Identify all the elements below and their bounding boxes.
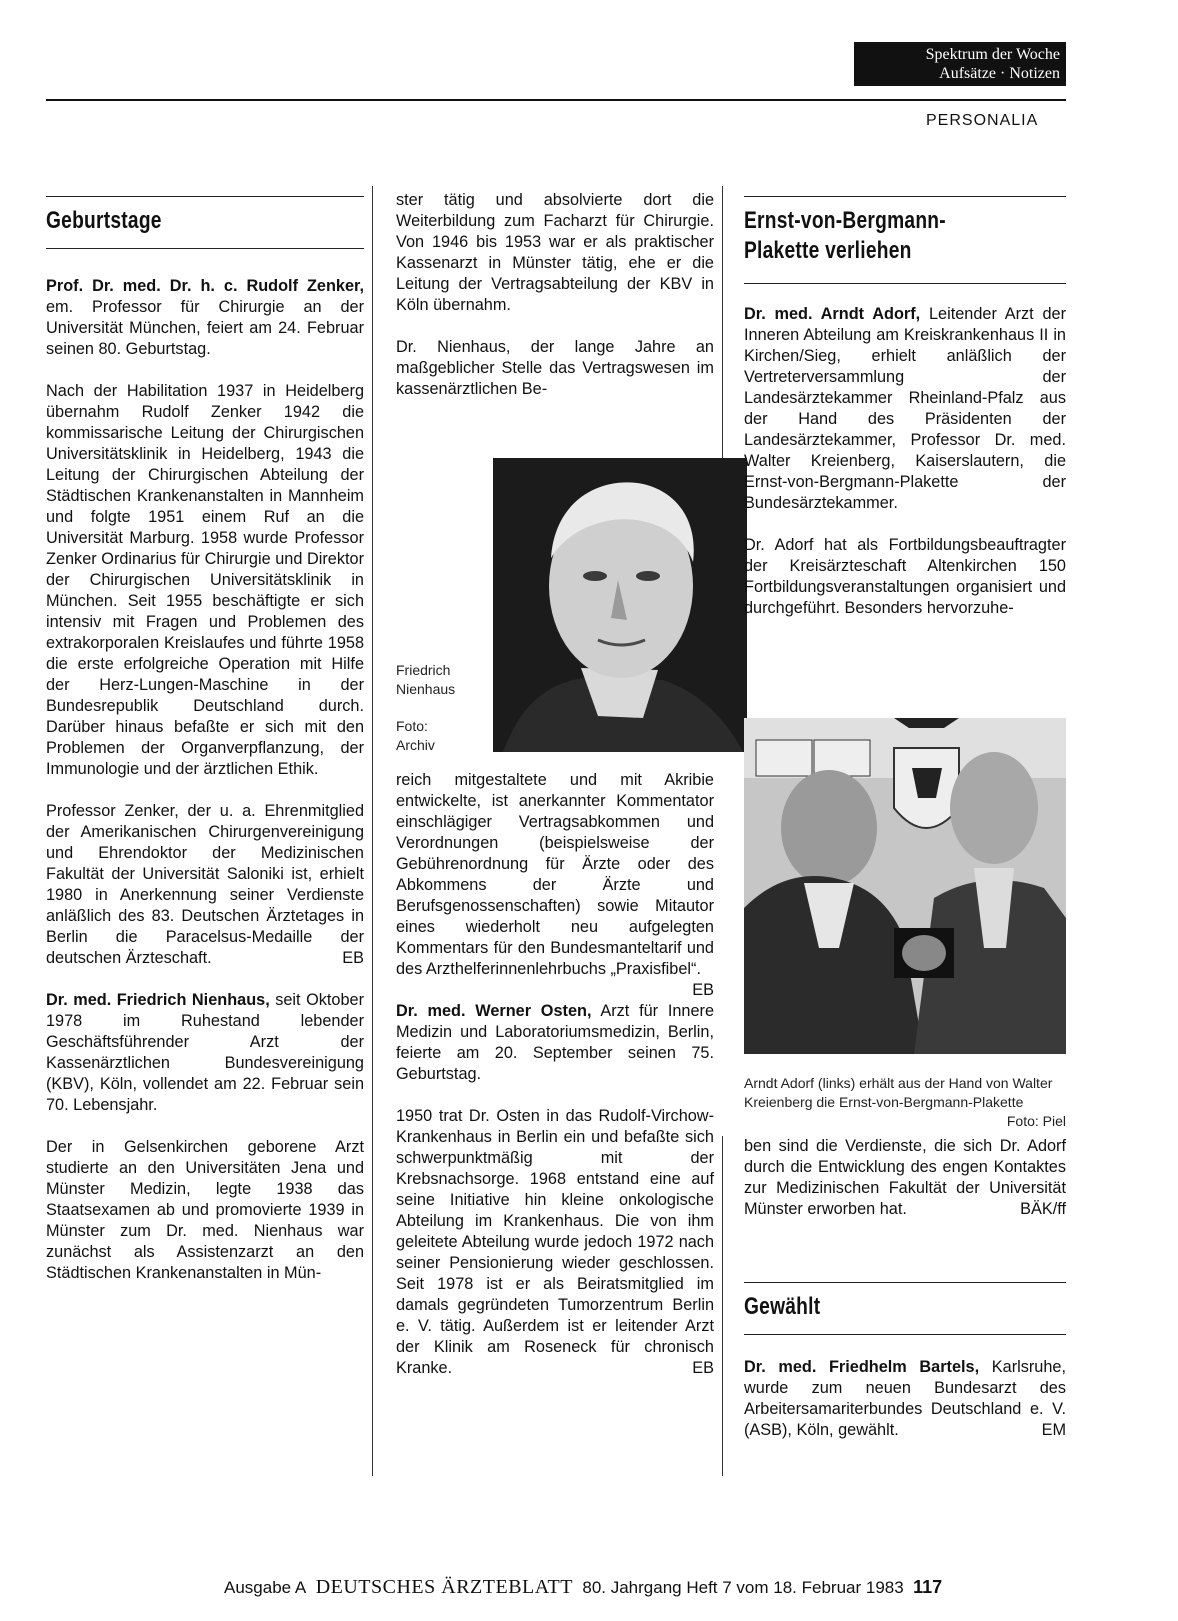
portrait-photo-nienhaus (493, 458, 747, 752)
paragraph: Nach der Habilitation 1937 in Heidelberg übernahm Rudolf Zenker 1942 die kommissarische Leitung der Chirurgischen Universitätsklinik in Heidelberg, 1943 die Leitung der Chirurgischen Abteilung der Städtischen Krankenanstalten in Mannheim und folgte 1951 einem Ruf an die Universität Marburg. 1958 wurde Professor Zenker Ordinarius für Chirurgie und Direktor der Chirurgischen Universitätsklinik in München. Seit 1955 beschäftigte er sich intensiv mit Fragen und Problemen des extrakorporalen Kreislaufes und führte 1958 die erste erfolgreiche Operation mit Hilfe der Herz-Lungen-Maschine in der Bundesrepublik Deutschland durch. Darüber hinaus befaßte er sich mit den Problemen der Organverpflanzung, der Immunologie und der ärztlichen Ethik. (46, 382, 364, 778)
section-tag (854, 42, 1066, 86)
photo-caption-nienhaus: Friedrich Nienhaus (396, 662, 456, 697)
portrait-image (493, 458, 747, 752)
author-signature: EB (692, 1359, 714, 1377)
paragraph: Dr. Adorf hat als Fortbildungsbeauftragter der Kreisärzteschaft Altenkirchen 150 Fortbildungsveranstaltungen organisiert und durchgeführt. Besonders hervorzuhe- (744, 536, 1066, 617)
heading-rule-bottom (744, 1334, 1066, 1335)
column-2-top-text (396, 190, 714, 421)
paragraph: reich mitgestaltete und mit Akribie entwickelte, ist anerkannter Kommentator einschlägiger Vertragsabkommen und Verordnungen (beispielsweise der Gebührenordnung für Ärzte oder des Abkommens der Ärzte und Berufsgenossenschaften) sowie Mitautor eines wiederholt neu aufgelegten Kommentars für den Bundesmanteltarif und des Arzthelferinnenlehrbuchs „Praxisfibel“. EB (396, 771, 714, 999)
section-tag-line1: Spektrum der Woche (925, 46, 1060, 63)
author-signature: EB (342, 949, 364, 967)
heading-rule-top (744, 196, 1066, 197)
page-number: 117 (913, 1577, 943, 1597)
heading-rule-top (744, 1282, 1066, 1283)
paragraph: 1950 trat Dr. Osten in das Rudolf-Virchow-Krankenhaus in Berlin ein und befaßte sich schwerpunktmäßig mit der Krebsnachsorge. 1968 entstand eine auf seine Initiative hin kleine onkologische Abteilung im Krankenhaus. Die von ihm geleitete Abteilung wurde jedoch 1972 nach seiner Pensionierung wieder geschlossen. Seit 1978 ist er als Beiratsmitglied im damals gegründeten Tumorzentrum Berlin e. V. tätig. Außerdem ist er leitender Arzt der Klinik am Roseneck für chronisch Kranke. EB (396, 1107, 714, 1377)
photo-caption-award (744, 1074, 1066, 1131)
author-signature: EM (1041, 1421, 1066, 1439)
column-divider-1 (372, 186, 373, 1476)
author-signature: EB (692, 981, 714, 999)
heading-rule-bottom (744, 283, 1066, 284)
author-signature: BÄK/ff (1020, 1200, 1066, 1218)
heading-rule-bottom (46, 248, 364, 249)
heading-plakette: Ernst-von-Bergmann-Plakette verliehen (744, 207, 946, 264)
footer-issue: 80. Jahrgang Heft 7 vom 18. Februar 1983 (582, 1578, 904, 1597)
heading-geburtstage: Geburtstage (46, 207, 162, 234)
heading-rule-top (46, 196, 364, 197)
paragraph: ster tätig und absolvierte dort die Weiterbildung zum Facharzt für Chirurgie. Von 1946 bis 1953 war er als praktischer Kassenarzt in Münster tätig, ehe er die Leitung der Vertragsabteilung der KBV in Köln übernahm. (396, 191, 714, 314)
column-3-bottom-text (744, 1357, 1066, 1462)
award-photo (744, 718, 1066, 1054)
column-1-text (46, 276, 364, 1305)
paragraph: Prof. Dr. med. Dr. h. c. Rudolf Zenker, em. Professor für Chirurgie an der Universität München, feiert am 24. Februar seinen 80. Geburtstag. (46, 277, 364, 358)
paragraph: Dr. med. Arndt Adorf, Leitender Arzt der Inneren Abteilung am Kreiskrankenhaus II in Kirchen/Sieg, erhielt anläßlich der Vertreterversammlung der Landesärztekammer Rheinland-Pfalz aus der Hand des Präsidenten der Landesärztekammer, Professor Dr. med. Walter Kreienberg, Kaiserslautern, die Ernst-von-Bergmann-Plakette der Bundesärztekammer. (744, 305, 1066, 512)
heading-gewaehlt: Gewählt (744, 1293, 821, 1320)
page-footer (224, 1576, 942, 1599)
section-label: PERSONALIA (926, 112, 1039, 129)
paragraph: Der in Gelsenkirchen geborene Arzt studierte an den Universitäten Jena und Münster Medizin, legte 1938 das Staatsexamen ab und promovierte 1939 in Münster zum Dr. med. Nienhaus war zunächst als Assistenzarzt an den Städtischen Krankenanstalten in Mün- (46, 1138, 364, 1282)
paragraph: Dr. Nienhaus, der lange Jahre an maßgeblicher Stelle das Vertragswesen im kassenärztlichen Be- (396, 338, 714, 398)
paragraph: Dr. med. Friedhelm Bartels, Karlsruhe, wurde zum neuen Bundesarzt des Arbeitersamariterbundes Deutschland e. V. (ASB), Köln, gewählt. EM (744, 1358, 1066, 1439)
photo-credit-piel: Foto: Piel (1006, 1113, 1066, 1129)
photo-credit-archiv: Foto: Archiv (396, 718, 435, 753)
paragraph: Professor Zenker, der u. a. Ehrenmitglied der Amerikanischen Chirurgenvereinigung und Ehrendoktor der Medizinischen Fakultät der Universität Saloniki ist, erhielt 1980 in Anerkennung seiner Verdienste anläßlich des 83. Deutschen Ärztetages in Berlin die Paracelsus-Medaille der deutschen Ärzteschaft. EB (46, 802, 364, 967)
footer-edition: Ausgabe A (224, 1578, 307, 1597)
footer-masthead: DEUTSCHES ÄRZTEBLATT (315, 1576, 573, 1598)
paragraph: Dr. med. Friedrich Nienhaus, seit Oktober 1978 im Ruhestand lebender Geschäftsführender Arzt der Kassenärztlichen Bundesvereinigung (KBV), Köln, vollendet am 22. Februar sein 70. Lebensjahr. (46, 991, 364, 1114)
column-3-mid-text (744, 1136, 1066, 1241)
caption-text: Arndt Adorf (links) erhält aus der Hand von Walter Kreienberg die Ernst-von-Bergmann-Plakette (744, 1075, 1053, 1110)
column-2-bottom-text (396, 770, 714, 1400)
award-image (744, 718, 1066, 1054)
section-tag-line2: Aufsätze · Notizen (939, 65, 1060, 82)
column-divider-2b (722, 1136, 723, 1476)
paragraph: Dr. med. Werner Osten, Arzt für Innere Medizin und Laboratoriumsmedizin, Berlin, feierte am 20. September seinen 75. Geburtstag. (396, 1002, 714, 1083)
column-3-top-text (744, 304, 1066, 640)
paragraph: ben sind die Verdienste, die sich Dr. Adorf durch die Entwicklung des engen Kontaktes zur Medizinischen Fakultät der Universität Münster erworben hat. BÄK/ff (744, 1137, 1066, 1218)
header-rule (46, 99, 1066, 101)
